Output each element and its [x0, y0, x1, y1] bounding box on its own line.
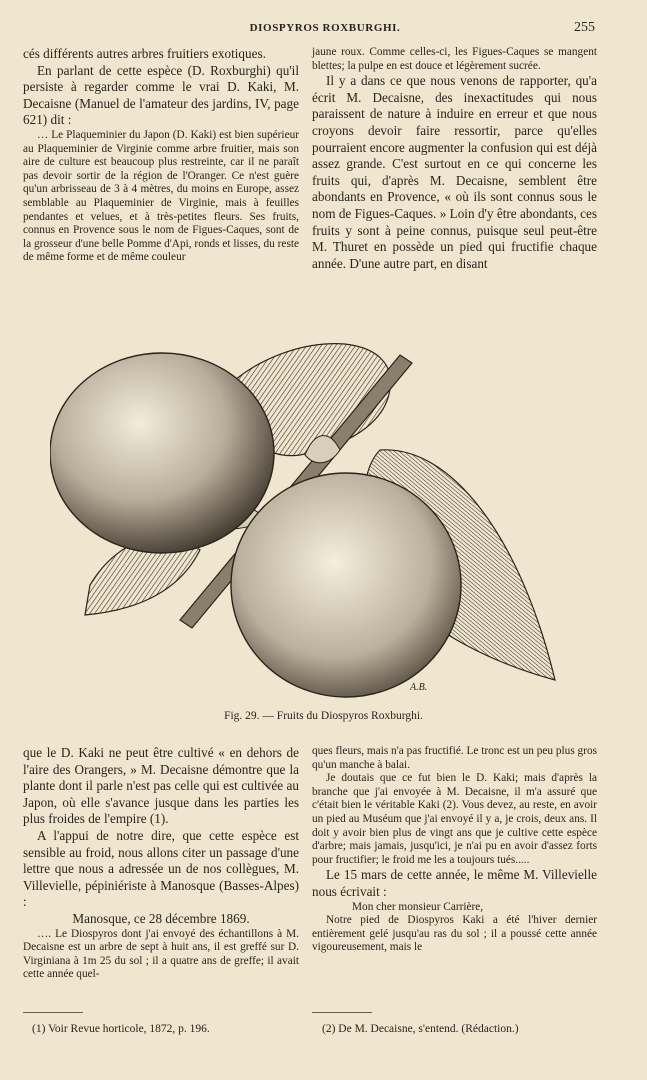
engraver-signature: A.B.	[410, 682, 428, 693]
letter-salutation: Mon cher monsieur Carrière,	[352, 900, 484, 913]
letter-text: …. Le Diospyros dont j'ai envoyé des échantillons à M. Decaisne est un arbre de sept à huit ans, il est greffé sur D. Virginiana à 1m 25 du sol ; il a quatre ans de greffe; il avait cette année quel-	[23, 927, 299, 981]
paragraph: Il y a dans ce que nous venons de rapporter, qu'a écrit M. Decaisne, des inexactitudes qui nous paraissent de nature à induire en erreur et que nous croyons devoir faire ressortir, parce qu'elles pourraient encore augmenter la confusion qui est déjà assez grande. C'est surtout en ce qui concerne les fruits qui, d'après M. Decaisne, semblent être abondants en Provence, « où ils sont connus sous le nom de Figues-Caques. » Loin d'y être abondants, ces fruits y sont à peine connus, puisque seul peut-être M. Thuret en possède un pied qui fructifie chaque année. D'une autre part, en disant	[312, 73, 597, 271]
letter-text: ques fleurs, mais n'a pas fructifié. Le tronc est un peu plus gros qu'un manche à balai.	[312, 745, 598, 771]
persimmon-fruit	[50, 353, 274, 553]
letter-dateline: Manosque, ce 28 décembre 1869.	[72, 910, 250, 926]
footnote-2: (2) De M. Decaisne, s'entend. (Rédaction.)	[322, 1023, 519, 1035]
footnote-rule	[23, 1012, 83, 1013]
footnote-rule	[312, 1012, 372, 1013]
running-title: DIOSPYROS ROXBURGHI.	[249, 22, 401, 34]
figure-caption: Fig. 29. — Fruits du Diospyros Roxburghi.	[224, 710, 423, 722]
quotation: … Le Plaqueminier du Japon (D. Kaki) est bien supérieur au Plaqueminier de Virginie comme arbre fruitier, mais son aire de culture est beaucoup plus restreinte, car il ne paraît pas devoir sortir de la région de l'Oranger. Ce n'est guère qu'un arbrisseau de 3 à 4 mètres, du moins en Europe, assez semblable au Plaqueminier de Virginie, mais à feuilles pendantes et velues, et à très-petites fleurs. Ses fruits, connus en Provence sous le nom de Figues-Caques, sont de la grosseur d'une belle Pomme d'Api, ronds et lisses, du reste de même forme et de même couleur	[23, 128, 299, 264]
running-head	[0, 22, 647, 38]
right-column-top	[312, 46, 597, 272]
persimmon-engraving	[50, 335, 570, 705]
letter-text: Je doutais que ce fut bien le D. Kaki; mais d'après la branche que j'ai envoyée à M. Decaisne, il m'a assuré que c'était bien le véritable Kaki (2). Vous devez, au reste, en avoir un pied au Muséum que j'ai envoyé il y a, je crois, deux ans. Il doit y avoir bien plus de vingt ans que je cultive cette espèce d'arbre; mais jamais, jusqu'ici, je n'ai pu en avoir d'assez forts pour fructifier; le froid me les a toujours tués.....	[312, 772, 597, 866]
persimmon-fruit	[231, 473, 461, 697]
quotation-end: jaune roux. Comme celles-ci, les Figues-Caques se mangent blettes; la pulpe en est douce et légèrement sucrée.	[312, 46, 597, 72]
left-column-bottom	[23, 745, 299, 982]
persimmon-illustration	[50, 335, 570, 705]
letter-text: Notre pied de Diospyros Kaki a été l'hiver dernier entièrement gelé jusqu'au ras du sol ; il a poussé cette année vigoureusement, mais le	[312, 914, 597, 954]
right-column-bottom	[312, 745, 597, 955]
paragraph: que le D. Kaki ne peut être cultivé « en dehors de l'aire des Orangers, » M. Decaisne démontre que la plante dont il parle n'est pas celle qui est cultivée au Japon, où elle s'avance jusque dans les parties les plus froides de l'empire (1).	[23, 745, 299, 827]
paragraph: En parlant de cette espèce (D. Roxburghi) qu'il persiste à regarder comme le vrai D. Kaki, M. Decaisne (Manuel de l'amateur des jardins, IV, page 621) dit :	[23, 62, 299, 128]
left-column-top	[23, 46, 299, 265]
paragraph: Le 15 mars de cette année, le même M. Villevielle nous écrivait :	[312, 867, 597, 899]
page-number: 255	[574, 20, 595, 35]
paragraph: A l'appui de notre dire, que cette espèce est sensible au froid, nous allons citer un passage d'une lettre que nous a adressée un de nos collègues, M. Villevielle, pépiniériste à Manosque (Basses-Alpes) :	[23, 827, 299, 910]
footnote-1: (1) Voir Revue horticole, 1872, p. 196.	[32, 1023, 210, 1035]
paragraph: cés différents autres arbres fruitiers exotiques.	[23, 46, 266, 61]
